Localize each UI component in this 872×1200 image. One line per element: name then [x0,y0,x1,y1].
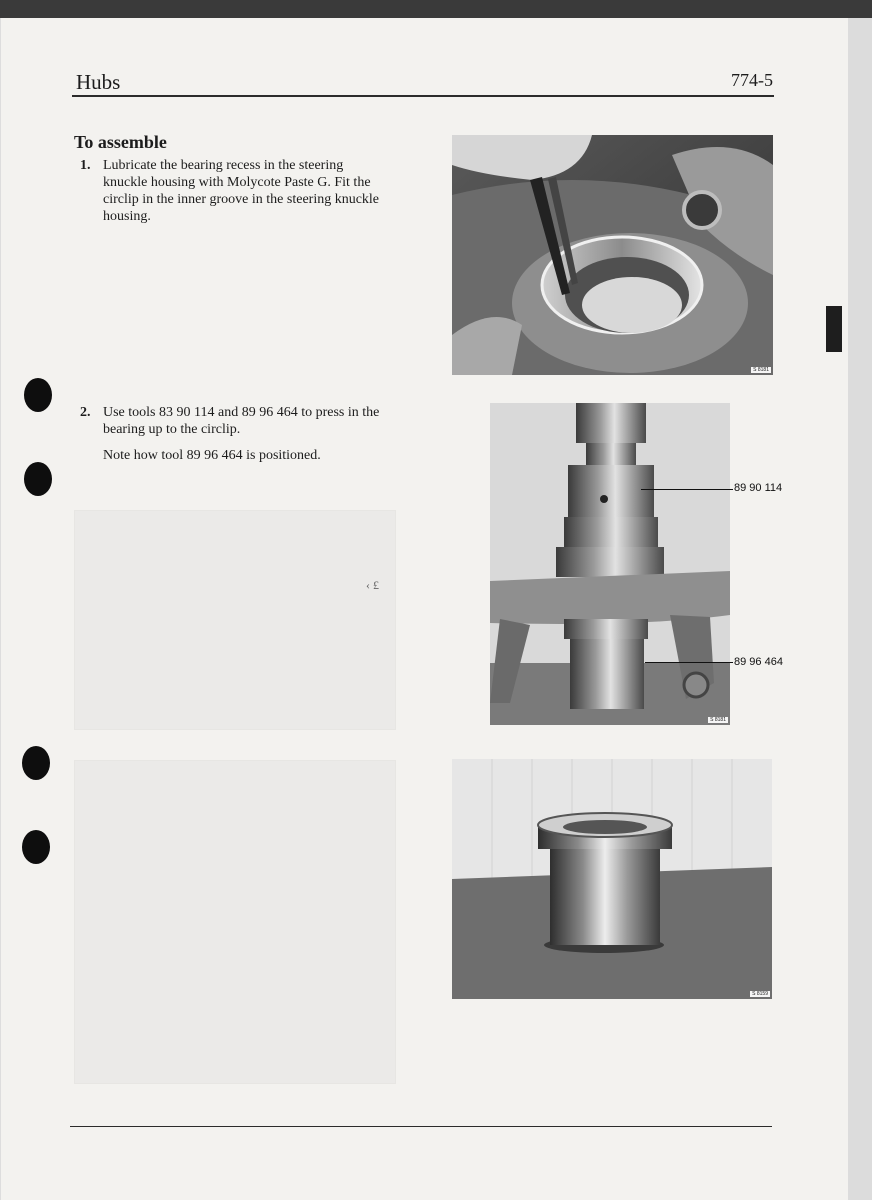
figure-code: S 8181 [753,367,769,373]
footer-rule [70,1126,772,1127]
step-number: 1. [80,158,91,173]
press-tool-illustration [452,759,772,999]
step-text [103,157,403,225]
tool-label-89-90-114: 89 90 114 [734,482,783,494]
step-line: circlip in the inner groove in the steering knuckle [103,192,380,207]
binder-hole [24,378,52,412]
photo-press-tools [490,403,730,725]
step-1 [80,157,403,227]
note: Note how tool 89 96 464 is positioned. [103,448,321,463]
step-line: knuckle housing with Molycote Paste G. Fit the [103,175,371,190]
step-number: 2. [80,405,91,420]
photo-press-tool [452,759,772,999]
tool-label-89-96-464: 89 96 464 [734,656,783,668]
press-tools-illustration [490,403,730,725]
step-text [103,404,403,438]
callout-leader [645,662,733,663]
section-title: Hubs [76,70,121,94]
show-through-image [74,510,396,730]
figure-code: S 8181 [710,717,726,723]
thumb-index-tab [826,306,842,352]
heading: To assemble [74,132,167,152]
photo-circlip-fitting [452,135,773,375]
step-line: housing. [103,209,151,224]
binder-hole [24,462,52,496]
step-line: bearing up to the circlip. [103,422,241,437]
step-2 [80,404,403,440]
figure-code: S 8159 [752,991,768,997]
step-line: Lubricate the bearing recess in the steering [103,158,344,173]
show-through-image [74,760,396,1084]
header-rule [72,95,774,97]
callout-leader [641,489,733,490]
show-through-mark: ‹ £ [366,578,379,592]
step-line: Use tools 83 90 114 and 89 96 464 to press in the [103,405,380,420]
binder-hole [22,746,50,780]
binder-hole [22,830,50,864]
page-number: 774-5 [731,70,773,90]
page-edge [848,18,872,1200]
circlip-photo-illustration [452,135,773,375]
